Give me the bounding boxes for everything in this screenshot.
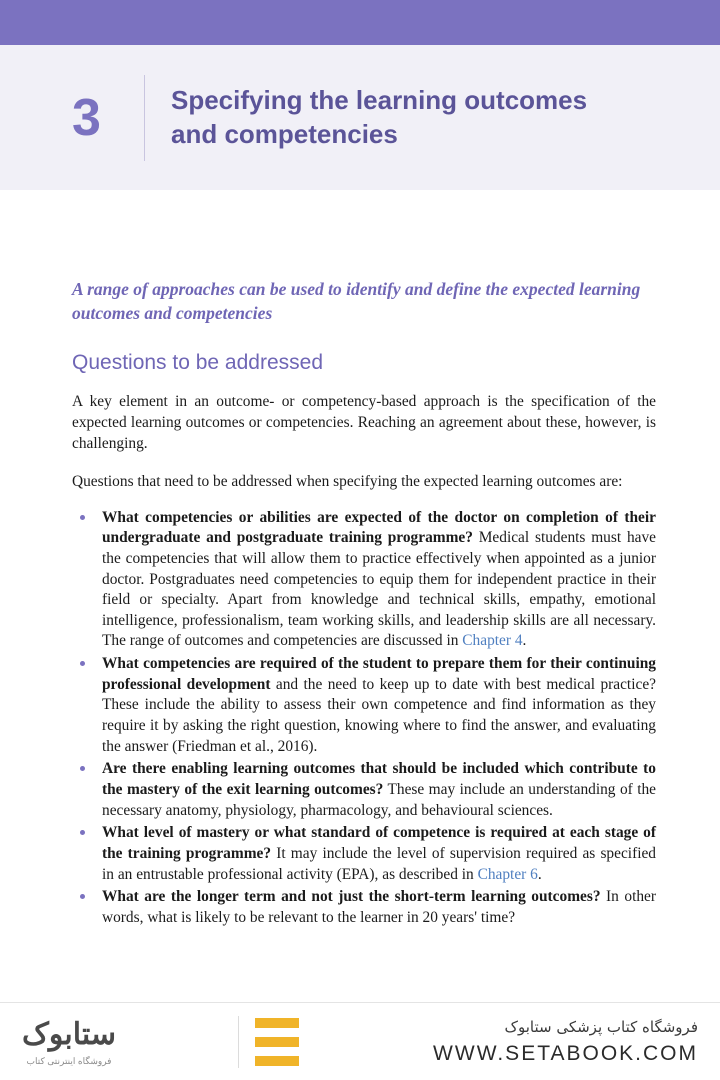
chapter-header bbox=[0, 45, 720, 190]
questions-list bbox=[72, 508, 656, 929]
footer-watermark-bar bbox=[0, 1002, 720, 1080]
bullet-dot-icon bbox=[80, 766, 85, 771]
list-item-body-tail: . bbox=[537, 865, 542, 883]
footer-store-info bbox=[433, 1018, 698, 1066]
bullet-dot-icon bbox=[80, 830, 85, 835]
list-item-body: These may include an understanding of the necessary anatomy, physiology, pharmacology, and behavioural sciences. bbox=[102, 780, 656, 819]
list-item-lead: What are the longer term and not just the short-term learning outcomes? bbox=[102, 888, 601, 906]
epigraph: A range of approaches can be used to identify and define the expected learning outcomes and competencies bbox=[72, 279, 641, 323]
chapter-number: 3 bbox=[72, 88, 101, 147]
brand-caption: فروشگاه اینترنتی کتاب bbox=[26, 1055, 112, 1066]
list-item-body: In other words, what is likely to be relevant to the learner in 20 years' time? bbox=[102, 888, 656, 926]
list-item-body-tail: . bbox=[522, 632, 527, 650]
list-item-lead: What level of mastery or what standard of competence is required at each stage of the training programme? bbox=[102, 824, 656, 862]
list-item-body: Medical students must have the competencies that will allow them to practice effectively when appointed as a junior doctor. Postgraduates need competencies to equip them for independent practice in their field or specialty. Apart from knowledge and technical skills, empathy, emotional intelligence, professionalism, team working skills, and leadership skills are all necessary. The range of outcomes and competencies are discussed in bbox=[102, 529, 656, 650]
chapter-header-divider bbox=[144, 75, 145, 161]
list-item-body: It may include the level of supervision required as specified in an entrustable professional activity (EPA), as described in bbox=[102, 844, 656, 883]
top-decorative-band bbox=[0, 0, 720, 45]
store-name-label: فروشگاه کتاب پزشکی ستابوک bbox=[504, 1017, 698, 1036]
list-item bbox=[72, 759, 656, 821]
brand-wordmark: ستابوک bbox=[22, 1017, 117, 1051]
bullet-dot-icon bbox=[80, 894, 85, 899]
gold-logo-icon bbox=[255, 1018, 299, 1066]
body-paragraph: Questions that need to be addressed when specifying the expected learning outcomes are: bbox=[72, 472, 623, 490]
list-item bbox=[72, 887, 656, 928]
list-item-lead: What competencies or abilities are expected of the doctor on completion of their undergraduate and postgraduate training programme? bbox=[102, 508, 656, 547]
page-body bbox=[0, 278, 720, 928]
list-item-body: and the need to keep up to date with best medical practice? These include the ability to assess their own competence and find information as they require it by asking the right question, knowing where to find the answer, and evaluating the answer (Friedman et al., 2016). bbox=[102, 675, 656, 755]
list-item bbox=[72, 508, 656, 652]
list-item-lead: Are there enabling learning outcomes that should be included which contribute to the mastery of the exit learning outcomes? bbox=[102, 760, 656, 798]
list-item bbox=[72, 654, 656, 757]
list-item bbox=[72, 823, 656, 885]
section-heading: Questions to be addressed bbox=[72, 351, 323, 375]
bullet-dot-icon bbox=[80, 661, 85, 666]
footer-divider bbox=[238, 1016, 239, 1068]
body-paragraph: A key element in an outcome- or competency-based approach is the specification of the expected learning outcomes or competencies. Reaching an agreement about these, however, is challenging. bbox=[72, 393, 656, 453]
cross-reference-link[interactable]: Chapter 6 bbox=[477, 865, 538, 883]
page-title: Specifying the learning outcomes and competencies bbox=[171, 84, 588, 149]
store-url-label[interactable]: WWW.SETABOOK.COM bbox=[433, 1041, 698, 1065]
cross-reference-link[interactable]: Chapter 4 bbox=[462, 632, 523, 650]
list-item-lead: What competencies are required of the student to prepare them for their continuing professional development bbox=[102, 655, 656, 693]
bullet-dot-icon bbox=[80, 515, 85, 520]
brand-logo[interactable] bbox=[22, 1017, 222, 1067]
